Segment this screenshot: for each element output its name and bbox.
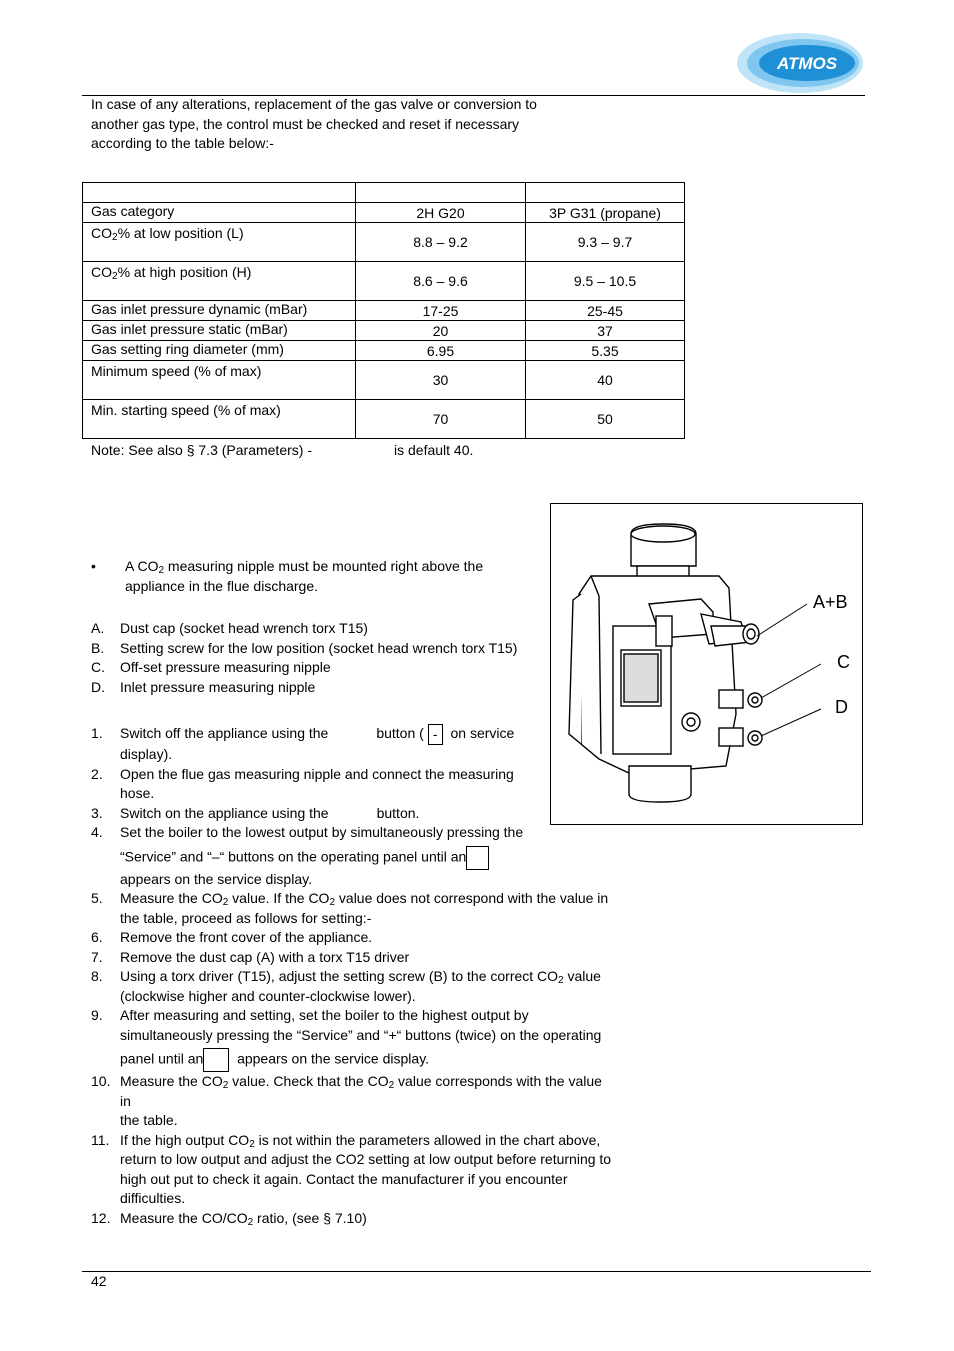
table-row [83, 341, 685, 361]
page-number: 42 [91, 1273, 107, 1289]
row-label: Minimum speed (% of max) [83, 361, 356, 400]
minus-button-glyph: - [428, 724, 443, 745]
row-label: $CO_2\%$ at high position (H) [83, 262, 356, 301]
g20-value: 20 [356, 321, 526, 341]
list-item: 9. After measuring and setting, set the boiler to the highest output by simultaneously pressing the “Service” and “+“ buttons (twice) on the operating panel until an appears on the service display. [91, 1006, 616, 1072]
list-item: 8. Using a torx driver (T15), adjust the setting screw (B) to the correct $CO_2$ value (clockwise higher and counter-clockwise lower). [91, 968, 601, 1004]
intro-paragraph [91, 95, 561, 154]
table-row [83, 262, 685, 301]
setting-steps [91, 724, 616, 1228]
label-c: C [837, 652, 850, 672]
table-row [83, 223, 685, 262]
intro-line: another gas type, the control must be checked and reset if necessary [91, 115, 520, 132]
g20-value: 30 [356, 361, 526, 400]
g20-value: 2H G20 [356, 203, 526, 223]
g31-value: 37 [526, 321, 685, 341]
g20-value: 8.6 – 9.6 [356, 262, 526, 301]
table-row [83, 361, 685, 400]
g31-value: 40 [526, 361, 685, 400]
list-item: 2. Open the flue gas measuring nipple and connect the measuring hose. [91, 765, 514, 801]
list-item: C. Off-set pressure measuring nipple [91, 659, 331, 675]
logo-text: ATMOS [776, 54, 838, 73]
table-header-row [83, 183, 685, 203]
row-label: $CO_2\%$ at low position (L) [83, 223, 356, 262]
g31-value: 9.3 – 9.7 [526, 223, 685, 262]
list-item: 6. Remove the front cover of the appliance. [91, 929, 373, 945]
footer-rule [82, 1271, 871, 1272]
table-note-default: is default 40. [394, 442, 474, 458]
list-item: 7. Remove the dust cap (A) with a torx T15 driver [91, 948, 410, 965]
gas-valve-figure [550, 503, 863, 825]
list-item: 1. Switch off the appliance using the button ( - on service display). [91, 725, 515, 762]
table-row [83, 400, 685, 439]
g31-value: 25-45 [526, 301, 685, 321]
g31-value: 9.5 – 10.5 [526, 262, 685, 301]
row-label: Min. starting speed (% of max) [83, 400, 356, 439]
table-note: Note: See also § 7.3 (Parameters) - [91, 442, 312, 458]
list-item: 12. Measure the $CO/CO_2$ ratio, (see § 7.10) [91, 1209, 367, 1228]
gas-settings-table [82, 182, 685, 439]
row-label: Gas inlet pressure static (mBar) [83, 321, 356, 341]
list-item: 4. Set the boiler to the lowest output by simultaneously pressing the “Service” and “–“ buttons on the operating panel until an appears on the service display. [91, 824, 524, 887]
g31-value: 3P G31 (propane) [526, 203, 685, 223]
list-item: 3. Switch on the appliance using the button. [91, 804, 420, 821]
label-d: D [835, 697, 848, 717]
co2-nipple-bullet: • A $CO_2$ measuring nipple must be mounted right above the appliance in the flue discharge. [91, 558, 484, 594]
row-label: Gas inlet pressure dynamic (mBar) [83, 301, 356, 321]
list-item: D. Inlet pressure measuring nipple [91, 678, 316, 695]
display-indicator-box [466, 846, 489, 870]
g20-value: 17-25 [356, 301, 526, 321]
intro-line: according to the table below:- [91, 135, 274, 151]
list-item: B. Setting screw for the low position (socket head wrench torx T15) [91, 639, 518, 656]
g20-value: 8.8 – 9.2 [356, 223, 526, 262]
g20-value: 70 [356, 400, 526, 439]
row-label: Gas category [83, 203, 356, 223]
g31-value: 50 [526, 400, 685, 439]
g31-value: 5.35 [526, 341, 685, 361]
bullet-line: appliance in the flue discharge. [125, 578, 319, 594]
gas-valve-drawing [551, 504, 862, 824]
list-item: A. Dust cap (socket head wrench torx T15) [91, 620, 368, 636]
row-label: Gas setting ring diameter (mm) [83, 341, 356, 361]
display-indicator-box [203, 1048, 229, 1072]
g20-value: 6.95 [356, 341, 526, 361]
list-item: 5. Measure the $CO_2$ value. If the $CO_2$ value does not correspond with the value in the table, proceed as follows for setting:- [91, 890, 609, 926]
table-row [83, 301, 685, 321]
bullet-mark: • [91, 558, 96, 574]
label-ab: A+B [813, 592, 848, 612]
intro-line: In case of any alterations, replacement of the gas valve or conversion to [91, 96, 537, 112]
table-row [83, 203, 685, 223]
list-item: 11. If the high output $CO_2$ is not within the parameters allowed in the chart above, return to low output and adjust the CO2 setting at low output before returning to high out put to check it again. Contact the manufacturer if you encounter difficulties. [91, 1131, 612, 1206]
parts-list [91, 619, 517, 697]
table-row [83, 321, 685, 341]
list-item: 10. Measure the $CO_2$ value. Check that the $CO_2$ value corresponds with the value in the table. [91, 1073, 602, 1128]
atmos-logo [735, 30, 865, 94]
